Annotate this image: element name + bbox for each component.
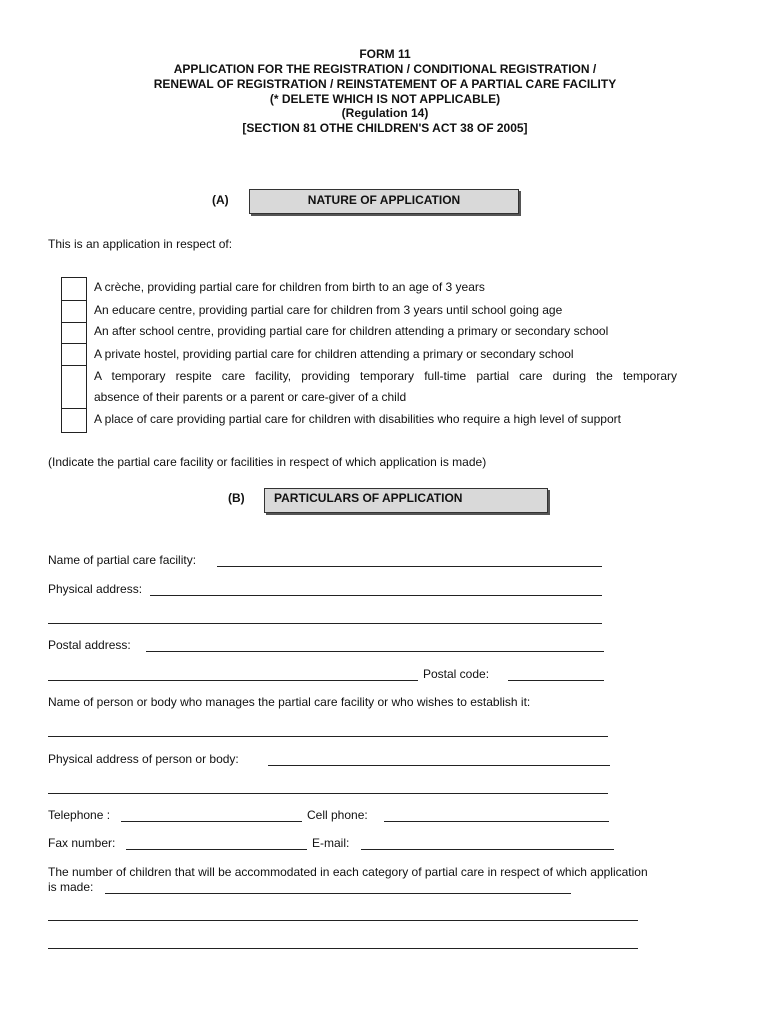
- postal-address-input-line-2[interactable]: [48, 680, 418, 681]
- checkbox-creche[interactable]: [62, 278, 86, 301]
- children-count-input-line-3[interactable]: [48, 948, 638, 949]
- form-section-reference: [SECTION 81 OTHE CHILDREN'S ACT 38 OF 2005]: [242, 121, 528, 135]
- option-respite-care-line-1: A temporary respite care facility, providing temporary full-time partial care during the temporary: [94, 369, 677, 383]
- manager-address-input[interactable]: [268, 765, 610, 766]
- fax-input[interactable]: [126, 849, 307, 850]
- section-a-intro: This is an application in respect of:: [48, 237, 233, 251]
- manager-address-label: Physical address of person or body:: [48, 752, 239, 766]
- postal-code-input[interactable]: [508, 680, 604, 681]
- checkbox-after-school-centre[interactable]: [62, 323, 86, 344]
- option-educare-centre: An educare centre, providing partial care for children from 3 years until school going age: [94, 303, 563, 317]
- form-regulation: (Regulation 14): [341, 106, 429, 120]
- telephone-input[interactable]: [121, 821, 302, 822]
- manager-name-label: Name of person or body who manages the partial care facility or who wishes to establish it:: [48, 695, 531, 709]
- option-after-school-centre: An after school centre, providing partial care for children attending a primary or secondary school: [94, 324, 609, 338]
- postal-code-label: Postal code:: [423, 667, 490, 681]
- form-delete-note: (* DELETE WHICH IS NOT APPLICABLE): [269, 92, 501, 106]
- cell-phone-label: Cell phone:: [307, 808, 368, 822]
- children-count-label-line-1: The number of children that will be accommodated in each category of partial care in respect of which application: [48, 865, 648, 879]
- manager-address-input-line-2[interactable]: [48, 793, 608, 794]
- manager-name-input[interactable]: [48, 736, 608, 737]
- facility-type-checkboxes: [61, 277, 87, 433]
- section-b-label: (B): [228, 491, 245, 505]
- facility-name-label: Name of partial care facility:: [48, 553, 197, 567]
- form-number: FORM 11: [359, 47, 411, 61]
- option-private-hostel: A private hostel, providing partial care for children attending a primary or secondary school: [94, 347, 574, 361]
- option-disability-care: A place of care providing partial care for children with disabilities who require a high level of support: [94, 412, 621, 426]
- option-respite-care-line-2: absence of their parents or a parent or care-giver of a child: [94, 390, 407, 404]
- telephone-label: Telephone :: [48, 808, 111, 822]
- section-a-title: NATURE OF APPLICATION: [249, 189, 519, 214]
- physical-address-input[interactable]: [150, 595, 602, 596]
- children-count-input[interactable]: [105, 893, 571, 894]
- section-b-title: PARTICULARS OF APPLICATION: [264, 488, 548, 513]
- checkbox-disability-care[interactable]: [62, 409, 86, 432]
- postal-address-label: Postal address:: [48, 638, 131, 652]
- section-a-note: (Indicate the partial care facility or facilities in respect of which application is made): [48, 455, 487, 469]
- form-title-line-2: RENEWAL OF REGISTRATION / REINSTATEMENT OF A PARTIAL CARE FACILITY: [153, 77, 617, 91]
- children-count-input-line-2[interactable]: [48, 920, 638, 921]
- section-a-label: (A): [212, 193, 229, 207]
- option-creche: A crèche, providing partial care for children from birth to an age of 3 years: [94, 280, 485, 294]
- postal-address-input[interactable]: [146, 651, 604, 652]
- fax-label: Fax number:: [48, 836, 116, 850]
- email-input[interactable]: [361, 849, 614, 850]
- physical-address-label: Physical address:: [48, 582, 143, 596]
- physical-address-input-line-2[interactable]: [48, 623, 602, 624]
- checkbox-temporary-respite-care[interactable]: [62, 366, 86, 409]
- form-title-line-1: APPLICATION FOR THE REGISTRATION / CONDITIONAL REGISTRATION /: [173, 62, 597, 76]
- checkbox-private-hostel[interactable]: [62, 344, 86, 366]
- cell-phone-input[interactable]: [384, 821, 609, 822]
- email-label: E-mail:: [312, 836, 350, 850]
- children-count-label-line-2: is made:: [48, 880, 94, 894]
- checkbox-educare-centre[interactable]: [62, 301, 86, 323]
- facility-name-input[interactable]: [217, 566, 602, 567]
